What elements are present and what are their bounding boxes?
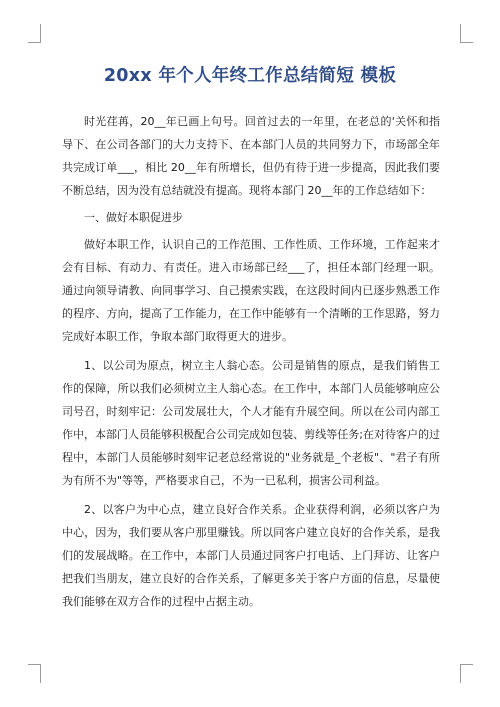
- document-body: [62, 110, 440, 613]
- section-heading: 一、做好本职促进步: [84, 211, 183, 224]
- body-paragraph: 2、以客户为中心点，建立良好合作关系。企业获得利润，必须以客户为中心，因为，我们要从客户那里赚钱。所以同客户建立良好的合作关系，是我们的发展战略。在工作中，本部门人员通过同客户打电话、上门拜访、让客户把我们当朋友，建立良好的合作关系，了解更多关于客户方面的信息，尽量使我们能够在双方合作的过程中占据主动。: [62, 503, 440, 608]
- body-paragraph: 1、以公司为原点，树立主人翁心态。公司是销售的原点，是我们销售工作的保障，所以我们必须树立主人翁心态。在工作中，本部门人员能够响应公司号召，时刻牢记：公司发展壮大，个人才能有升展空间。所以在公司内部工作中，本部门人员能够积极配合公司完成如包装、剪线等任务;在对待客户的过程中，本部门人员能够时刻牢记老总经常说的"业务就是_个老板"、"君子有所为有所不为"等等，严格要求自己，不为一已私利，损害公司利益。: [62, 359, 440, 487]
- intro-paragraph: 时光荏苒，20__年已画上句号。回首过去的一年里，在老总的'关怀和指导下、在公司各部门的大力支持下、在本部门人员的共同努力下，市场部全年共完成订单___，相比 20__年有所增长，但仍有待于进一步提高，因此我们要不断总结，因为没有总结就没有提高。现将本部门 20__年的工作总结如下：: [62, 115, 440, 197]
- body-paragraph: 做好本职工作，认识自己的工作范围、工作性质、工作环境，工作起来才会有目标、有动力、有责任。进入市场部已经___了，担任本部门经理一职。通过向领导请教、向同事学习、自己摸索实践，在这段时间内已逐步熟悉工作的程序、方向，提高了工作能力，在工作中能够有一个清晰的工作思路，努力完成好本职工作，争取本部门取得更大的进步。: [62, 238, 440, 343]
- crop-mark-bottom-right: [460, 664, 473, 683]
- document-title: 20xx 年个人年终工作总结简短 模板: [103, 66, 397, 86]
- crop-mark-top-left: [28, 24, 41, 43]
- crop-mark-bottom-left: [28, 664, 41, 683]
- crop-mark-top-right: [460, 24, 473, 43]
